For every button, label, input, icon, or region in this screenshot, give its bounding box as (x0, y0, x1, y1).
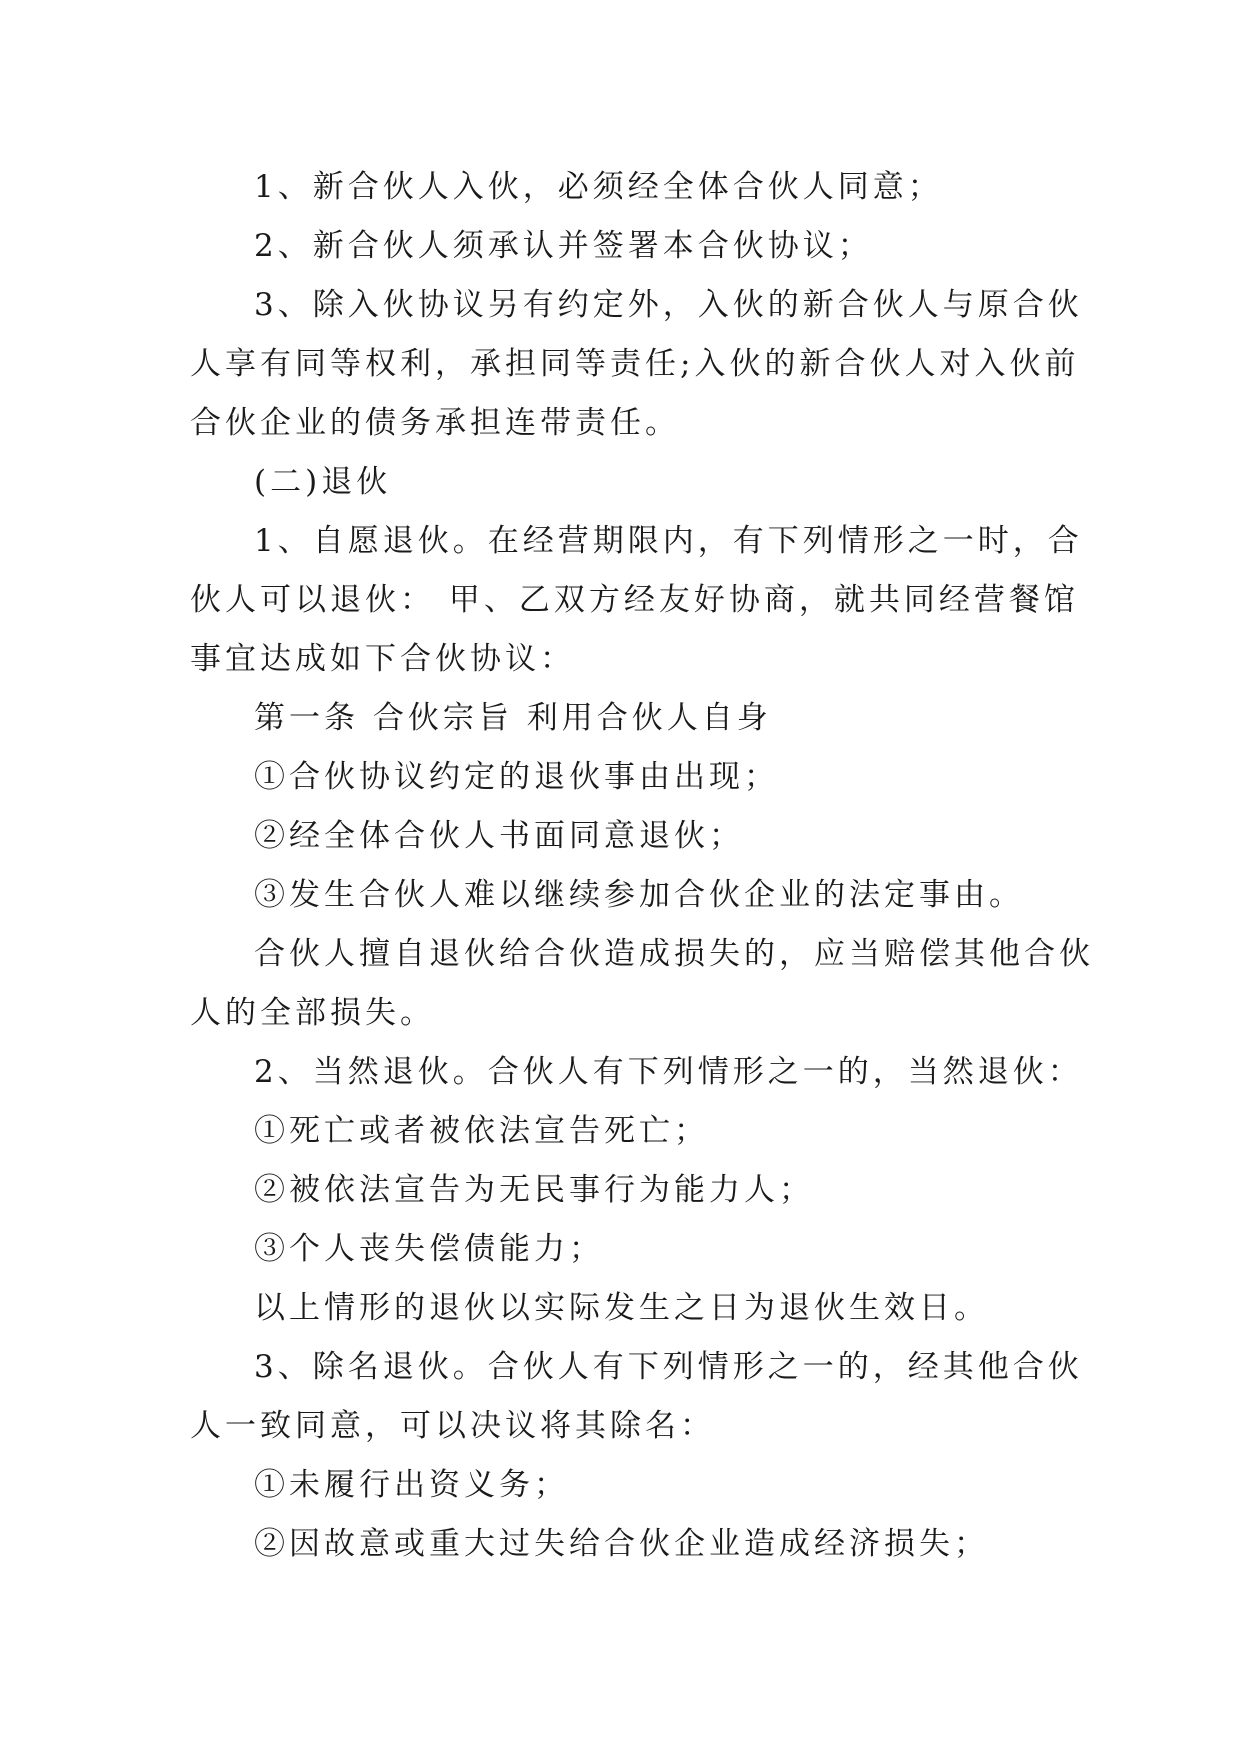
paragraph-line: 2、当然退伙。合伙人有下列情形之一的，当然退伙： (254, 1054, 1083, 1090)
list-item: ②被依法宣告为无民事行为能力人； (254, 1172, 814, 1208)
paragraph-line: 人的全部损失。 (190, 995, 435, 1031)
list-item: ③个人丧失偿债能力； (254, 1231, 604, 1267)
paragraph-line: 合伙人擅自退伙给合伙造成损失的，应当赔偿其他合伙 (254, 936, 1094, 972)
section-heading: (二)退伙 (254, 464, 392, 500)
list-item: ③发生合伙人难以继续参加合伙企业的法定事由。 (254, 877, 1024, 913)
paragraph-line: 3、除名退伙。合伙人有下列情形之一的，经其他合伙 (254, 1349, 1083, 1385)
list-item: ①死亡或者被依法宣告死亡； (254, 1113, 709, 1149)
list-item: ②因故意或重大过失给合伙企业造成经济损失； (254, 1526, 989, 1562)
paragraph-line: 第一条 合伙宗旨 利用合伙人自身 (254, 700, 772, 736)
paragraph-line: 以上情形的退伙以实际发生之日为退伙生效日。 (254, 1290, 989, 1326)
paragraph-line: 事宜达成如下合伙协议： (190, 641, 575, 677)
document-body (190, 158, 1094, 1574)
paragraph-line: 1、自愿退伙。在经营期限内，有下列情形之一时，合 (254, 523, 1083, 559)
list-item: ①未履行出资义务； (254, 1467, 569, 1503)
paragraph-line: 伙人可以退伙： 甲、乙双方经友好协商，就共同经营餐馆 (190, 582, 1079, 618)
paragraph-line: 人一致同意，可以决议将其除名： (190, 1408, 715, 1444)
paragraph-line: 人享有同等权利，承担同等责任;入伙的新合伙人对入伙前 (190, 346, 1080, 382)
paragraph-line: 1、新合伙人入伙，必须经全体合伙人同意； (254, 169, 943, 205)
list-item: ②经全体合伙人书面同意退伙； (254, 818, 744, 854)
list-item: ①合伙协议约定的退伙事由出现； (254, 759, 779, 795)
paragraph-line: 3、除入伙协议另有约定外，入伙的新合伙人与原合伙 (254, 287, 1083, 323)
paragraph-line: 合伙企业的债务承担连带责任。 (190, 405, 680, 441)
paragraph-line: 2、新合伙人须承认并签署本合伙协议； (254, 228, 873, 264)
